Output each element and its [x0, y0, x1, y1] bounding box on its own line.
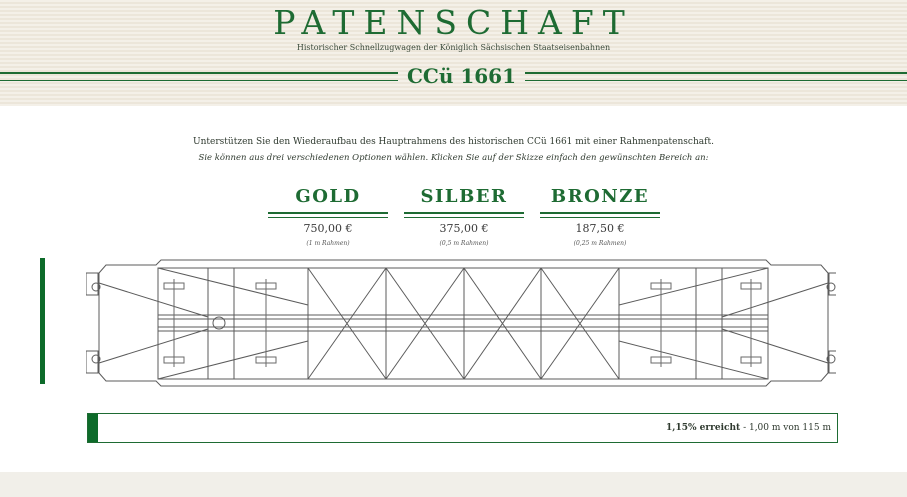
progress-bar — [87, 413, 838, 443]
intro-instructions: Sie können aus drei verschiedenen Optionen wählen. Klicken Sie auf der Skizze einfach den gewünschten Bereich an: — [198, 153, 709, 163]
header-rule-right — [525, 72, 907, 81]
page-title: PATENSCHAFT — [273, 3, 634, 42]
option-silber[interactable] — [404, 186, 524, 249]
option-rule — [540, 212, 660, 218]
option-gold[interactable] — [268, 186, 388, 249]
option-bronze-label: BRONZE — [550, 186, 650, 207]
wagon-id: CCü 1661 — [406, 64, 516, 88]
option-gold-note: (1 m Rahmen) — [306, 240, 350, 247]
option-rule — [404, 212, 524, 218]
progress-fill — [88, 414, 98, 442]
page-subtitle: Historischer Schnellzugwagen der Königlich Sächsischen Staatseisenbahnen — [296, 43, 611, 52]
option-bronze-price: 187,50 € — [575, 222, 625, 235]
selection-marker — [40, 258, 45, 384]
option-bronze[interactable] — [540, 186, 660, 249]
option-bronze-note: (0,25 m Rahmen) — [573, 240, 627, 247]
option-gold-price: 750,00 € — [303, 222, 353, 235]
option-gold-label: GOLD — [295, 186, 361, 207]
option-silber-note: (0,5 m Rahmen) — [439, 240, 489, 247]
intro-text: Unterstützen Sie den Wiederaufbau des Hauptrahmens des historischen CCü 1661 mit einer Rahmenpatenschaft. — [193, 137, 714, 147]
option-rule — [268, 212, 388, 218]
option-silber-price: 375,00 € — [439, 222, 489, 235]
footer-band — [0, 472, 907, 497]
progress-percent: 1,15% erreicht — [666, 423, 741, 433]
progress-detail: - 1,00 m von 115 m — [743, 423, 831, 433]
progress-status — [666, 423, 831, 433]
header — [0, 0, 907, 106]
header-rule-left — [0, 72, 398, 81]
frame-sketch[interactable] — [86, 257, 836, 390]
option-silber-label: SILBER — [420, 186, 508, 207]
